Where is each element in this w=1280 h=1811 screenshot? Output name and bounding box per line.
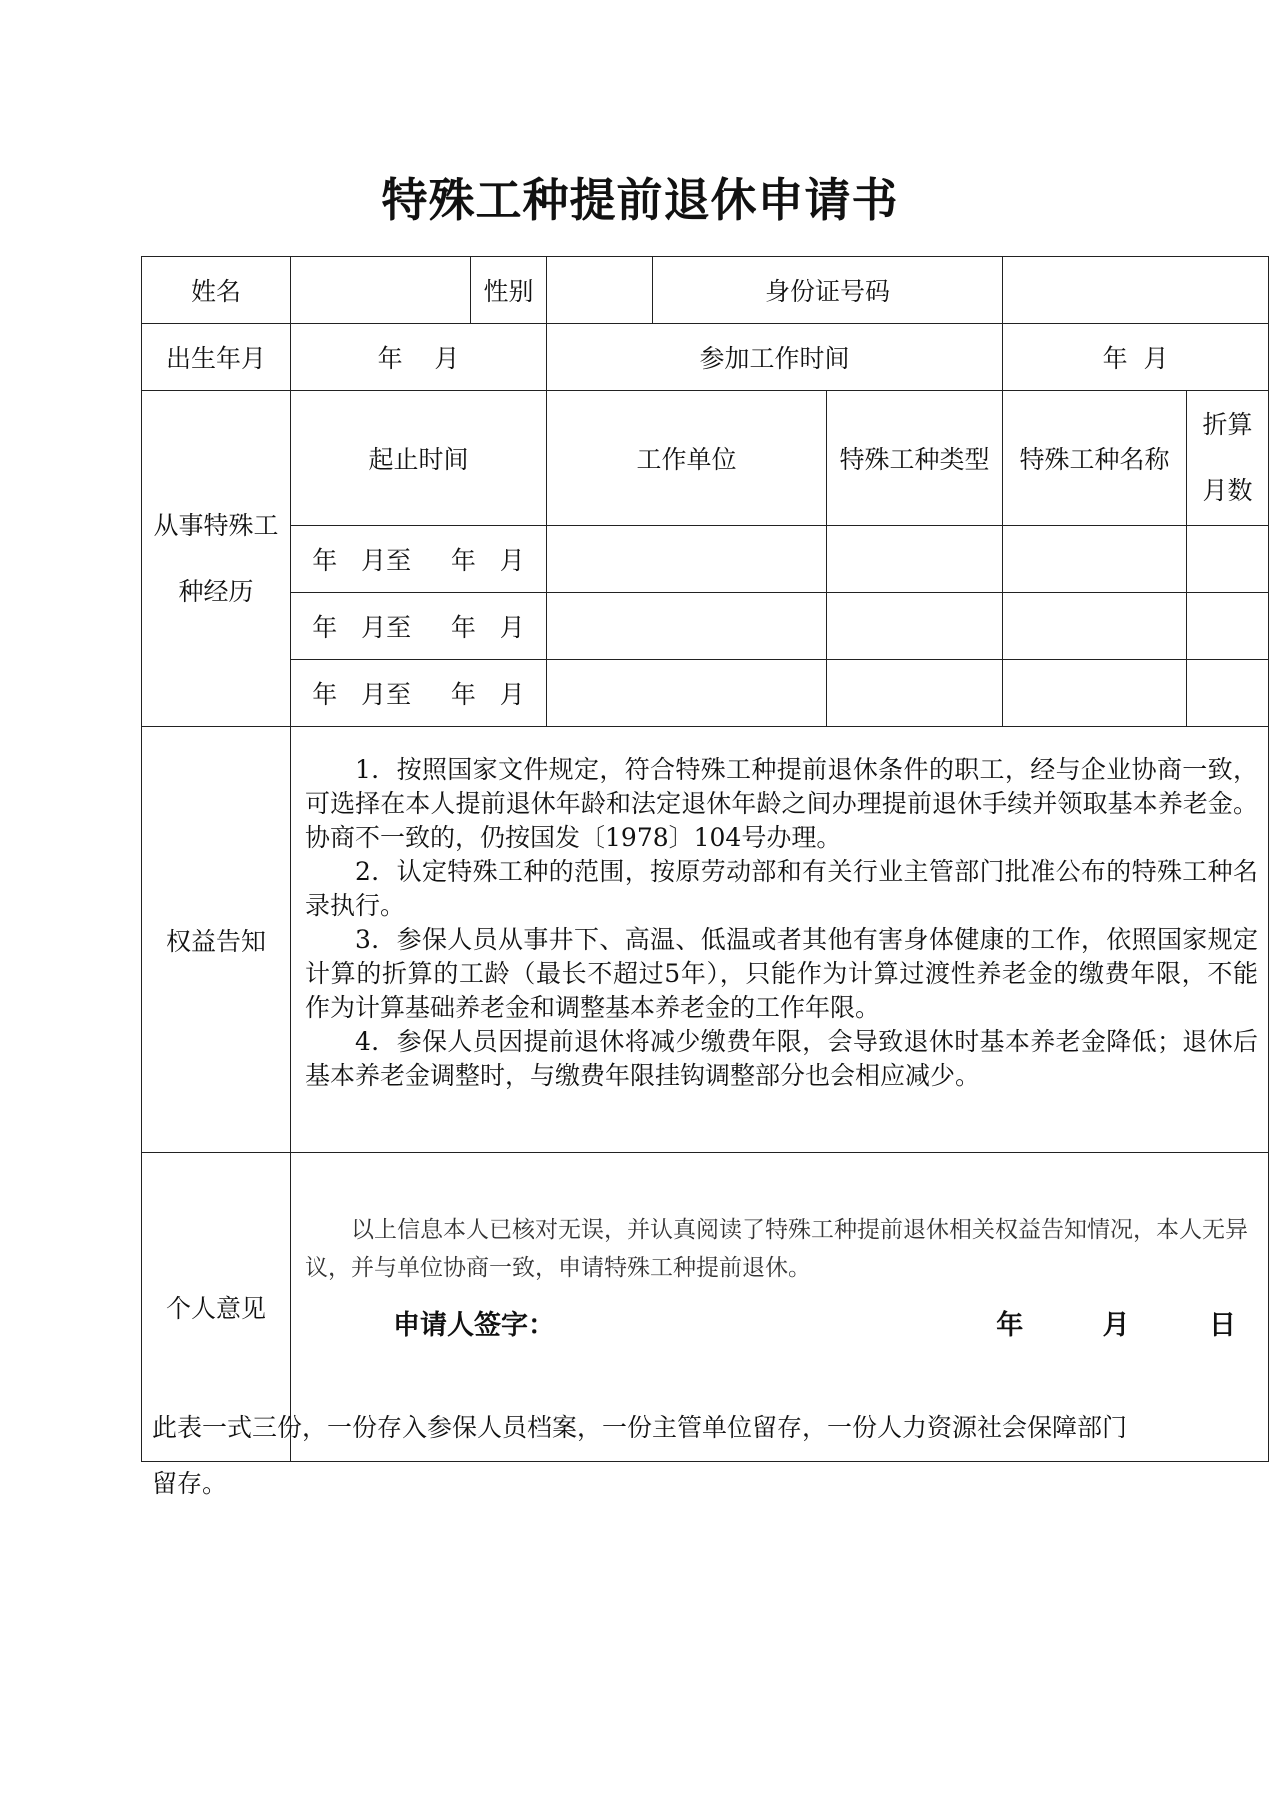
- birth-label: 出生年月: [142, 324, 291, 391]
- history-months-1[interactable]: [1187, 526, 1269, 593]
- history-type-3[interactable]: [827, 660, 1003, 727]
- gender-label: 性别: [471, 257, 547, 324]
- signature-row: [305, 1293, 1254, 1353]
- history-section-label: [142, 391, 291, 727]
- footer-note: 此表一式三份，一份存入参保人员档案，一份主管单位留存，一份人力资源社会保障部门留存。: [152, 1413, 1128, 1498]
- unit-header: 工作单位: [547, 391, 827, 526]
- notice-item-3: 3．参保人员从事井下、高温、低温或者其他有害身体健康的工作，依照国家规定计算的折算的工龄（最长不超过5年），只能作为计算过渡性养老金的缴费年限，不能作为计算基础养老金和调整基本养老金的工作年限。: [305, 925, 1259, 1022]
- work-start-field[interactable]: 年 月: [1003, 324, 1269, 391]
- notice-content: [291, 727, 1269, 1153]
- name-header: 特殊工种名称: [1003, 391, 1187, 526]
- notice-item-1: 1．按照国家文件规定，符合特殊工种提前退休条件的职工，经与企业协商一致，可选择在本人提前退休年龄和法定退休年龄之间办理提前退休手续并领取基本养老金。协商不一致的，仍按国发〔1978〕104号办理。: [305, 755, 1259, 852]
- months-header: [1187, 391, 1269, 526]
- history-unit-1[interactable]: [547, 526, 827, 593]
- history-period-3[interactable]: 年 月至 年 月: [291, 660, 547, 727]
- history-type-1[interactable]: [827, 526, 1003, 593]
- id-number-field[interactable]: [1003, 257, 1269, 324]
- birth-field[interactable]: 年 月: [291, 324, 547, 391]
- date-year: 年: [996, 1310, 1024, 1341]
- opinion-statement: 以上信息本人已核对无误，并认真阅读了特殊工种提前退休相关权益告知情况，本人无异议，并与单位协商一致，申请特殊工种提前退休。: [305, 1217, 1248, 1281]
- history-period-2[interactable]: 年 月至 年 月: [291, 593, 547, 660]
- history-period-1[interactable]: 年 月至 年 月: [291, 526, 547, 593]
- notice-item-2: 2．认定特殊工种的范围，按原劳动部和有关行业主管部门批准公布的特殊工种名录执行。: [305, 857, 1259, 920]
- history-months-2[interactable]: [1187, 593, 1269, 660]
- name-label: 姓名: [142, 257, 291, 324]
- history-unit-2[interactable]: [547, 593, 827, 660]
- months-header-line2: 月数: [1202, 476, 1253, 505]
- history-unit-3[interactable]: [547, 660, 827, 727]
- signature-label: 申请人签字：: [393, 1310, 555, 1341]
- history-name-2[interactable]: [1003, 593, 1187, 660]
- gender-field[interactable]: [547, 257, 653, 324]
- work-start-label: 参加工作时间: [547, 324, 1003, 391]
- page-title: 特殊工种提前退休申请书: [381, 173, 899, 227]
- history-name-1[interactable]: [1003, 526, 1187, 593]
- history-name-3[interactable]: [1003, 660, 1187, 727]
- period-header: 起止时间: [291, 391, 547, 526]
- history-months-3[interactable]: [1187, 660, 1269, 727]
- signature-date[interactable]: [956, 1303, 1236, 1342]
- date-day: 日: [1209, 1310, 1237, 1341]
- history-label-line2: 种经历: [178, 576, 254, 606]
- history-label-line1: 从事特殊工: [153, 510, 279, 540]
- id-number-label: 身份证号码: [653, 257, 1003, 324]
- name-field[interactable]: [291, 257, 471, 324]
- opinion-label: 个人意见: [142, 1153, 291, 1462]
- notice-label: 权益告知: [142, 727, 291, 1153]
- date-month: 月: [1102, 1310, 1130, 1341]
- history-type-2[interactable]: [827, 593, 1003, 660]
- type-header: 特殊工种类型: [827, 391, 1003, 526]
- notice-item-4: 4．参保人员因提前退休将减少缴费年限，会导致退休时基本养老金降低；退休后基本养老金调整时，与缴费年限挂钩调整部分也会相应减少。: [305, 1027, 1259, 1090]
- months-header-line1: 折算: [1202, 410, 1253, 439]
- application-form: [141, 256, 1269, 1462]
